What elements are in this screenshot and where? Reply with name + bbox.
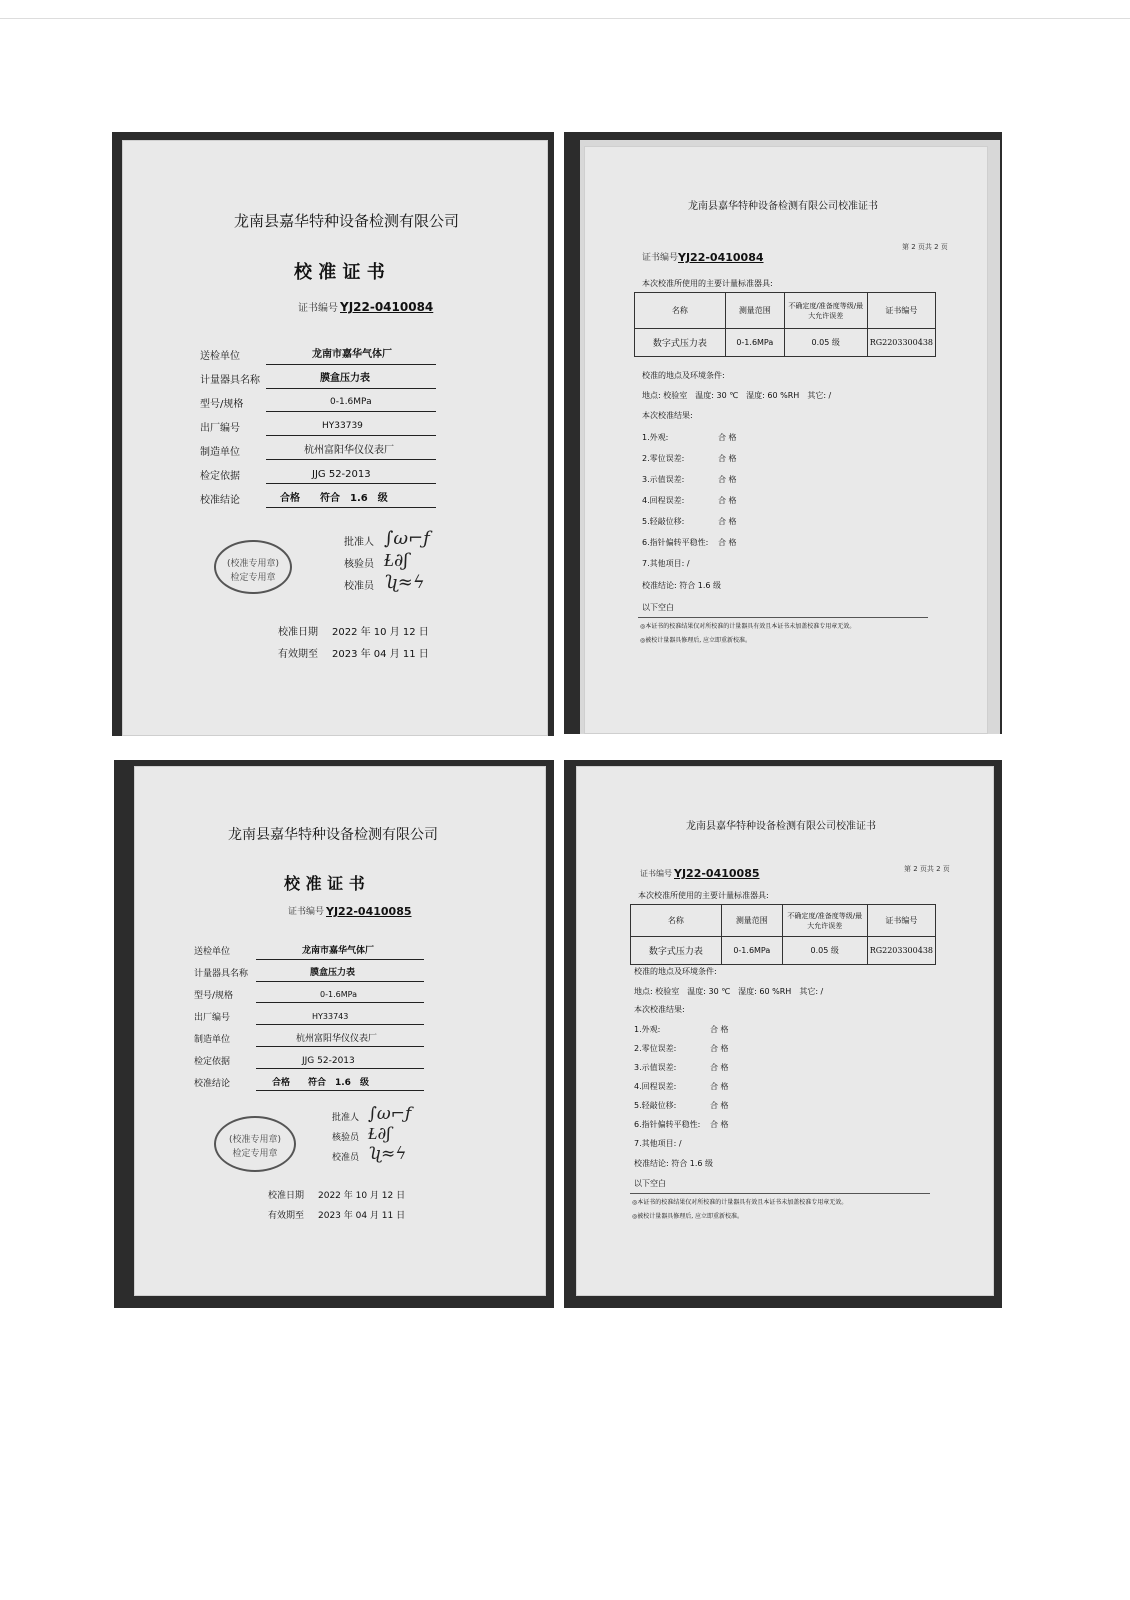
blank-below: 以下空白 — [642, 603, 674, 612]
note-1: ◎本证书的校准结果仅对所校准的计量器具有效且本证书未加盖校准专用章无效。 — [640, 623, 856, 630]
field-label: 送检单位 — [194, 947, 231, 957]
env-conditions: 地点: 校验室 温度: 30 ℃ 湿度: 60 %RH 其它: / — [634, 987, 824, 996]
other-items: 7.其他项目: / — [634, 1139, 682, 1148]
field-underline — [266, 411, 436, 412]
field-underline — [256, 1024, 424, 1025]
result-value: 合 格 — [718, 517, 737, 526]
cert-no: YJ22-0410084 — [340, 300, 434, 314]
divider — [630, 1193, 930, 1194]
env-conditions: 地点: 校验室 温度: 30 ℃ 湿度: 60 %RH 其它: / — [642, 391, 832, 400]
field-label: 制造单位 — [200, 447, 240, 458]
field-value: 龙南市嘉华气体厂 — [302, 946, 375, 956]
result-label: 4.回程误差: — [634, 1082, 677, 1091]
field-value: 杭州富阳华仪仪表厂 — [304, 445, 394, 456]
page-indicator: 第 2 页共 2 页 — [904, 865, 950, 873]
field-value: 膜盒压力表 — [310, 968, 356, 978]
valid-until-label: 有效期至 — [268, 1211, 305, 1221]
checker-label: 核验员 — [344, 559, 374, 570]
cert-title: 校 准 证 书 — [294, 262, 385, 283]
th-name: 名称 — [631, 905, 722, 937]
result-label: 5.轻敲位移: — [642, 517, 685, 526]
field-label: 出厂编号 — [194, 1013, 231, 1023]
cert-no: YJ22-0410085 — [674, 867, 760, 880]
note-2: ◎被校计量器具修理后, 应立即重新校准。 — [640, 637, 752, 644]
th-uncertainty: 不确定度/准备度等级/最大允许误差 — [782, 905, 867, 937]
cert-no-label: 证书编号 — [642, 253, 679, 263]
td-name: 数字式压力表 — [635, 329, 726, 357]
field-underline — [266, 483, 436, 484]
valid-until-label: 有效期至 — [278, 649, 318, 660]
field-label: 出厂编号 — [200, 423, 240, 434]
field-underline — [266, 364, 436, 365]
page2-header: 龙南县嘉华特种设备检测有限公司校准证书 — [686, 821, 876, 832]
result-label: 3.示值误差: — [642, 475, 685, 484]
field-label: 校准结论 — [200, 495, 240, 506]
th-cert-no: 证书编号 — [867, 293, 935, 329]
result-label: 4.回程误差: — [642, 496, 685, 505]
result-value: 合 格 — [718, 433, 737, 442]
approver-signature: ∫ω⌐ƒ — [384, 528, 430, 549]
result-intro: 本次校准结果: — [634, 1005, 685, 1014]
field-label: 送检单位 — [200, 351, 240, 362]
approver-label: 批准人 — [332, 1113, 360, 1123]
calibrator-signature: ʯ≈ϟ — [368, 1144, 407, 1164]
standard-table — [634, 292, 936, 357]
field-value: HY33739 — [322, 421, 363, 431]
field-underline — [256, 981, 424, 982]
result-value: 合 格 — [710, 1025, 729, 1034]
field-underline — [256, 959, 424, 960]
field-label: 型号/规格 — [194, 991, 234, 1001]
th-range: 测量范围 — [725, 293, 784, 329]
field-label: 型号/规格 — [200, 399, 244, 410]
result-value: 合 格 — [710, 1101, 729, 1110]
field-value: 0-1.6MPa — [330, 397, 372, 407]
page-indicator: 第 2 页共 2 页 — [902, 243, 948, 251]
th-uncertainty: 不确定度/准备度等级/最大允许误差 — [784, 293, 867, 329]
result-label: 5.轻敲位移: — [634, 1101, 677, 1110]
approver-label: 批准人 — [344, 537, 374, 548]
cert-title: 校 准 证 书 — [284, 874, 365, 893]
env-intro: 校准的地点及环境条件: — [634, 967, 717, 976]
field-underline — [266, 435, 436, 436]
field-value: HY33743 — [312, 1012, 349, 1021]
std-intro: 本次校准所使用的主要计量标准器具: — [638, 891, 769, 900]
cover-sheet — [134, 766, 546, 1296]
field-value: 膜盒压力表 — [320, 373, 370, 384]
field-label: 计量器具名称 — [200, 375, 260, 386]
calibration-date-label: 校准日期 — [278, 627, 318, 638]
result-value: 合 格 — [718, 454, 737, 463]
cert-no: YJ22-0410084 — [678, 251, 764, 264]
th-name: 名称 — [635, 293, 726, 329]
result-label: 6.指针偏转平稳性: — [642, 538, 709, 547]
result-value: 合 格 — [710, 1044, 729, 1053]
td-uncertainty: 0.05 级 — [782, 937, 867, 965]
env-intro: 校准的地点及环境条件: — [642, 371, 725, 380]
checker-signature: Ɫ∂ʃ — [384, 550, 409, 571]
note-2: ◎被校计量器具修理后, 应立即重新校准。 — [632, 1213, 744, 1220]
photo-cover-0085 — [114, 760, 554, 1308]
valid-until-date: 2023 年 04 月 11 日 — [332, 649, 429, 660]
valid-until-date: 2023 年 04 月 11 日 — [318, 1211, 406, 1221]
field-label: 制造单位 — [194, 1035, 231, 1045]
field-value: 0-1.6MPa — [320, 990, 357, 999]
result-label: 2.零位误差: — [634, 1044, 677, 1053]
company-name: 龙南县嘉华特种设备检测有限公司 — [234, 212, 460, 230]
page2-sheet — [576, 766, 994, 1296]
result-label: 1.外观: — [634, 1025, 661, 1034]
photo-page2-0085 — [564, 760, 1002, 1308]
td-range: 0-1.6MPa — [721, 937, 782, 965]
calibrator-label: 校准员 — [332, 1153, 360, 1163]
result-value: 合 格 — [718, 496, 737, 505]
td-range: 0-1.6MPa — [725, 329, 784, 357]
result-value: 合 格 — [718, 475, 737, 484]
result-value: 合 格 — [710, 1082, 729, 1091]
th-range: 测量范围 — [721, 905, 782, 937]
company-seal: (校准专用章) 检定专用章 — [214, 1116, 296, 1172]
page2-header: 龙南县嘉华特种设备检测有限公司校准证书 — [688, 201, 878, 212]
td-cert-no: RG2203300438 — [867, 937, 935, 965]
field-underline — [256, 1046, 424, 1047]
field-value: JJG 52-2013 — [302, 1056, 355, 1066]
photo-page2-0084 — [564, 132, 1002, 734]
field-underline — [256, 1002, 424, 1003]
top-rule — [0, 18, 1130, 19]
result-label: 2.零位误差: — [642, 454, 685, 463]
field-value: 杭州富阳华仪仪表厂 — [296, 1034, 378, 1044]
page2-sheet — [584, 146, 988, 734]
std-intro: 本次校准所使用的主要计量标准器具: — [642, 279, 773, 288]
result-value: 合 格 — [718, 538, 737, 547]
field-value: 合格 符合 1.6 级 — [280, 493, 388, 504]
company-seal: (校准专用章) 检定专用章 — [214, 540, 292, 594]
field-value: 龙南市嘉华气体厂 — [312, 349, 392, 360]
field-label: 检定依据 — [194, 1057, 231, 1067]
field-underline — [256, 1068, 424, 1069]
checker-label: 核验员 — [332, 1133, 360, 1143]
cert-no-label: 证书编号 — [298, 303, 338, 314]
result-intro: 本次校准结果: — [642, 411, 693, 420]
field-underline — [256, 1090, 424, 1091]
photo-cover-0084 — [112, 132, 554, 736]
note-1: ◎本证书的校准结果仅对所校准的计量器具有效且本证书未加盖校准专用章无效。 — [632, 1199, 848, 1206]
result-label: 1.外观: — [642, 433, 669, 442]
checker-signature: Ɫ∂ʃ — [368, 1124, 391, 1144]
blank-below: 以下空白 — [634, 1179, 666, 1188]
cover-sheet — [122, 140, 548, 736]
cert-no-label: 证书编号 — [640, 869, 672, 878]
other-items: 7.其他项目: / — [642, 559, 690, 568]
field-label: 计量器具名称 — [194, 969, 249, 979]
result-value: 合 格 — [710, 1063, 729, 1072]
calibrator-signature: ʯ≈ϟ — [384, 572, 425, 593]
calibration-date-label: 校准日期 — [268, 1191, 305, 1201]
field-underline — [266, 388, 436, 389]
td-cert-no: RG2203300438 — [867, 329, 935, 357]
calibrator-label: 校准员 — [344, 581, 374, 592]
standard-table — [630, 904, 936, 965]
result-label: 3.示值误差: — [634, 1063, 677, 1072]
td-name: 数字式压力表 — [631, 937, 722, 965]
result-label: 6.指针偏转平稳性: — [634, 1120, 701, 1129]
company-name: 龙南县嘉华特种设备检测有限公司 — [228, 827, 438, 843]
divider — [638, 617, 928, 618]
field-underline — [266, 459, 436, 460]
approver-signature: ∫ω⌐ƒ — [368, 1104, 412, 1124]
field-value: 合格 符合 1.6 级 — [272, 1078, 369, 1088]
field-label: 检定依据 — [200, 471, 240, 482]
cert-no: YJ22-0410085 — [326, 905, 412, 918]
conclusion: 校准结论: 符合 1.6 级 — [642, 581, 722, 590]
field-label: 校准结论 — [194, 1079, 231, 1089]
field-value: JJG 52-2013 — [312, 469, 371, 480]
result-value: 合 格 — [710, 1120, 729, 1129]
calibration-date: 2022 年 10 月 12 日 — [332, 627, 429, 638]
th-cert-no: 证书编号 — [867, 905, 935, 937]
conclusion: 校准结论: 符合 1.6 级 — [634, 1159, 714, 1168]
field-underline — [266, 507, 436, 508]
td-uncertainty: 0.05 级 — [784, 329, 867, 357]
cert-no-label: 证书编号 — [288, 907, 325, 917]
calibration-date: 2022 年 10 月 12 日 — [318, 1191, 406, 1201]
